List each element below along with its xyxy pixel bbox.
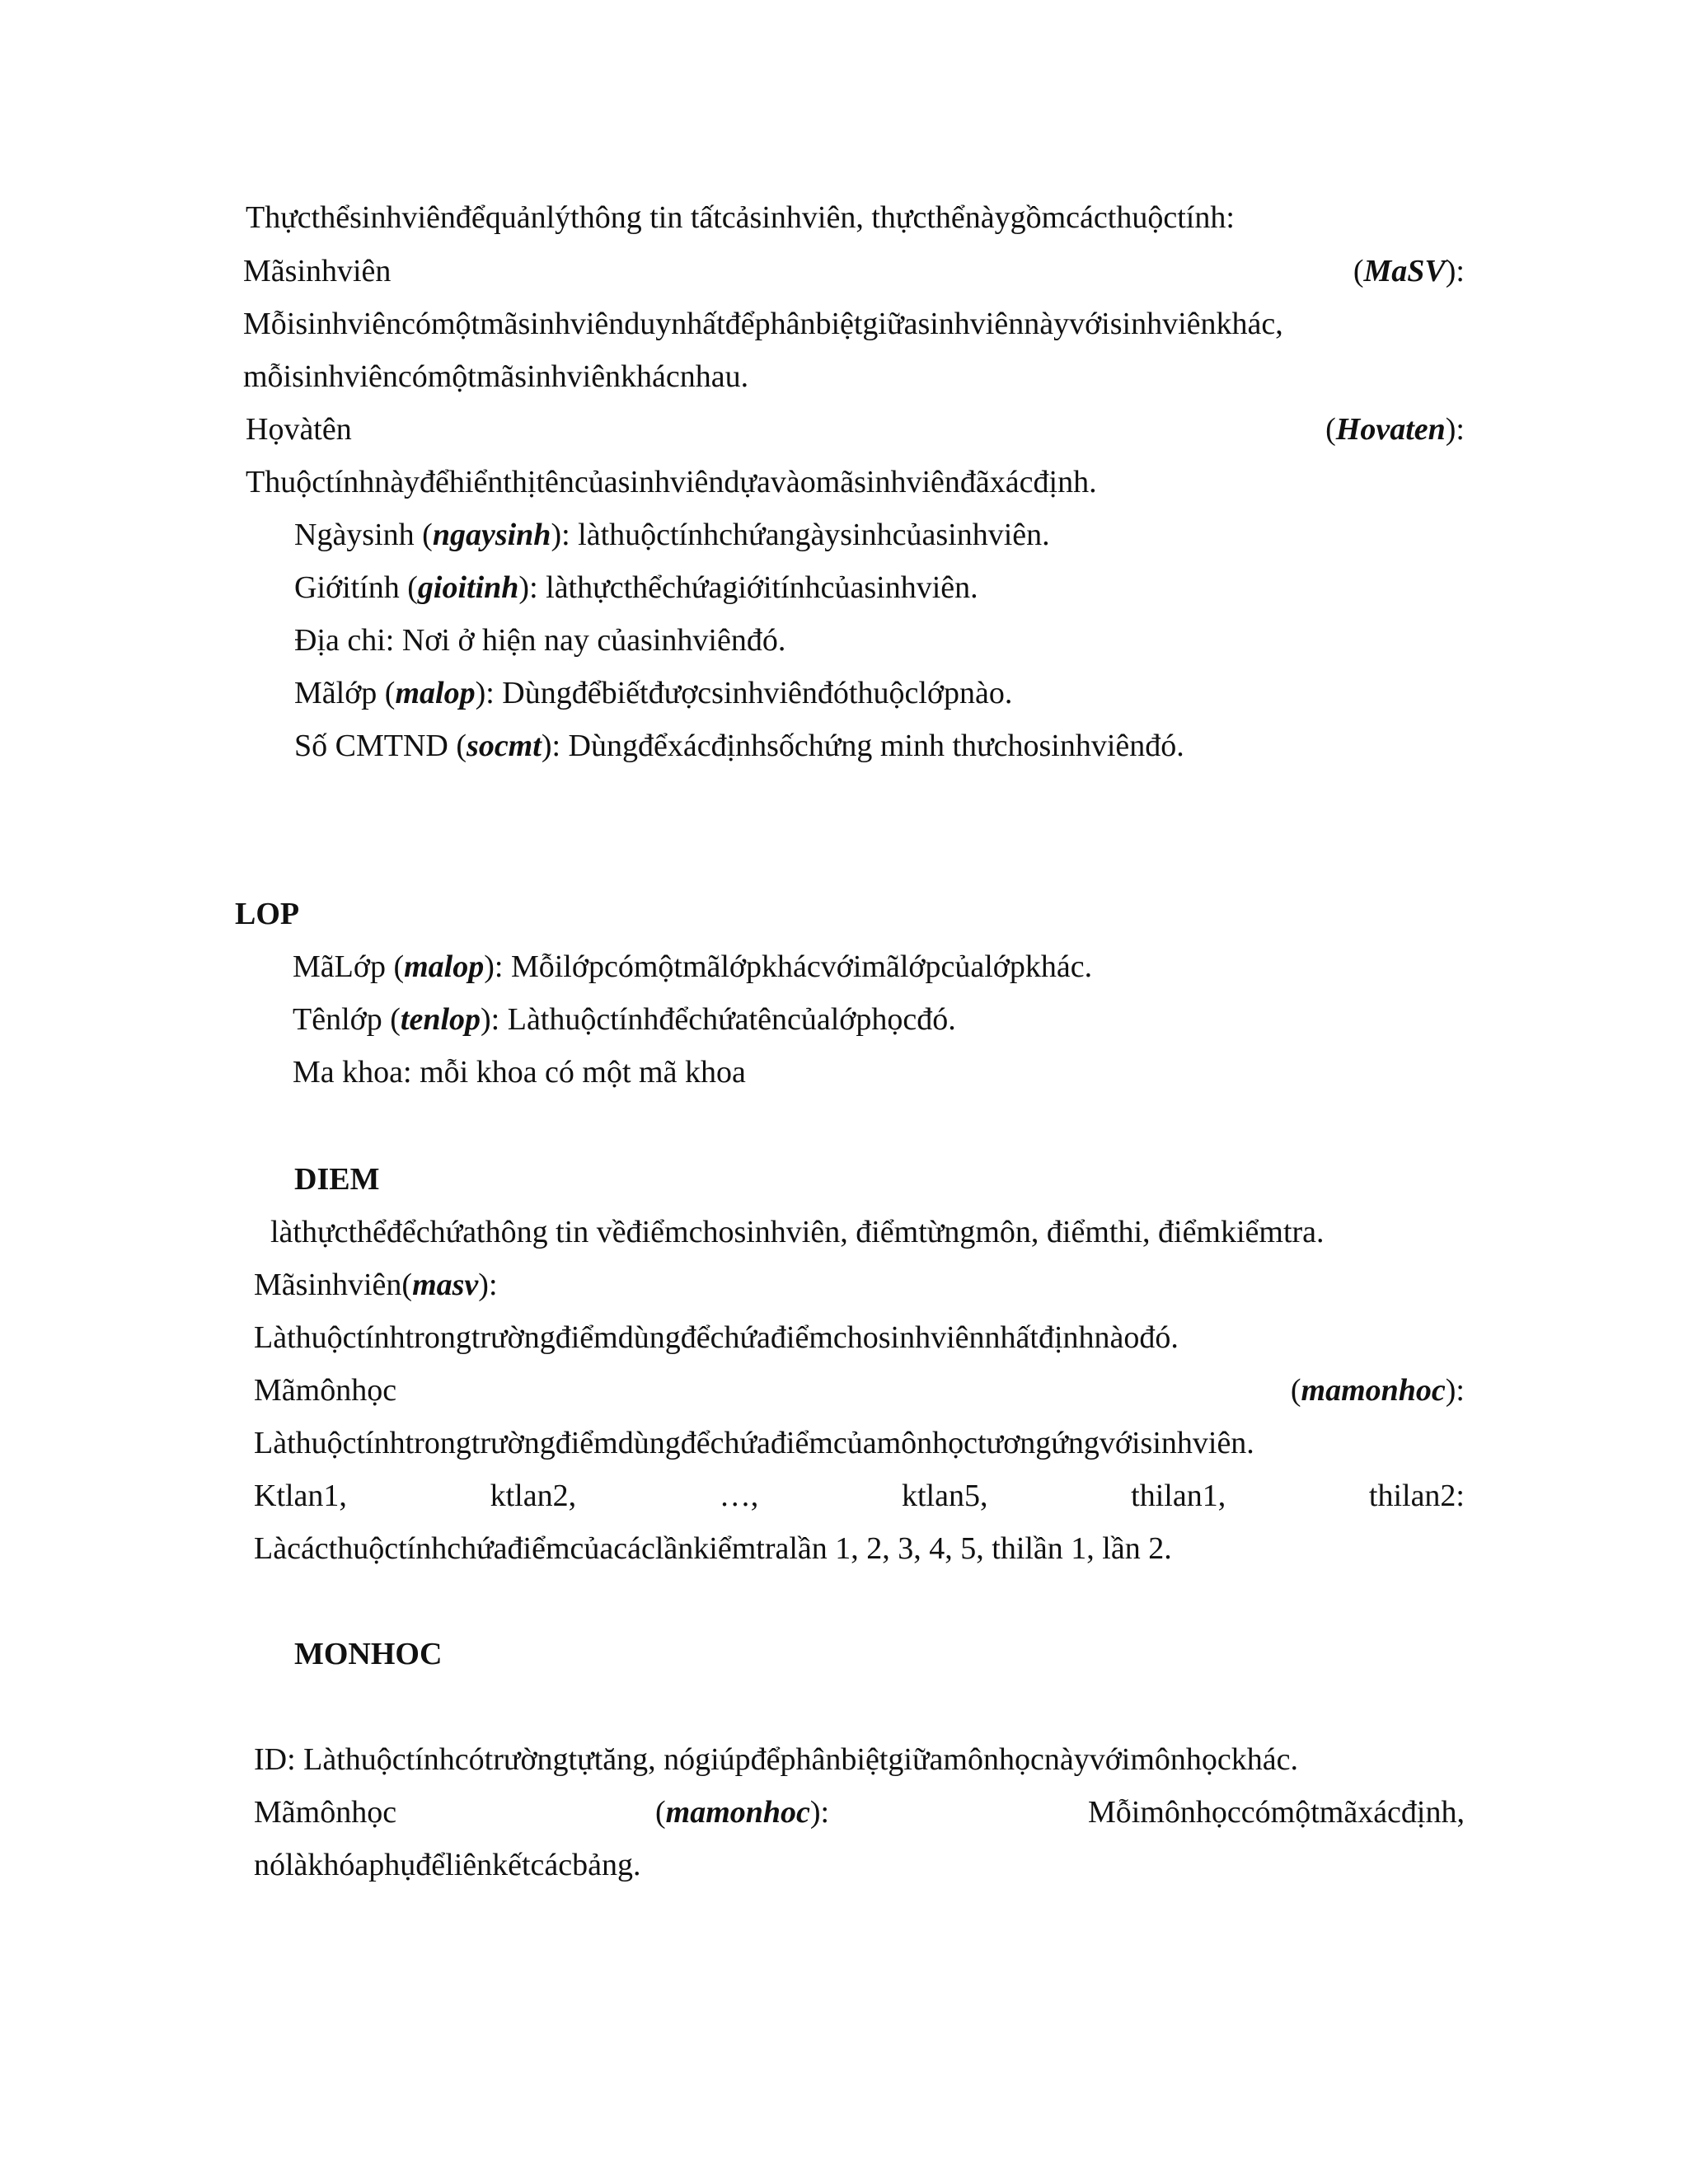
monhoc-heading: MONHOC: [294, 1637, 443, 1671]
gioitinh-term: gioitinh: [417, 570, 519, 605]
gioitinh-desc: ): làthựcthểchứagiớitínhcủasinhviên.: [518, 570, 978, 605]
diem-mamonhoc-term: mamonhoc: [1301, 1373, 1446, 1408]
tenlop-label: Tênlớp (: [293, 1002, 401, 1037]
sinhvien-malop: [294, 677, 1012, 709]
sinhvien-hovaten-row: [246, 414, 1465, 445]
sinhvien-gioitinh: [294, 572, 978, 603]
paren-open: (: [654, 1795, 666, 1830]
monhoc-mamonhoc-term: mamonhoc: [665, 1795, 810, 1830]
paren-open: (: [1325, 412, 1336, 447]
monhoc-mamonhoc-desc-head: Mỗimônhọccómộtmãxácđịnh,: [1088, 1795, 1465, 1830]
ngaysinh-label: Ngàysinh (: [294, 518, 433, 552]
sinhvien-diachi: Địa chi: Nơi ở hiện nay củasinhviênđó.: [294, 623, 786, 658]
sinhvien-hovaten-desc: Thuộctínhnàyđểhiểnthịtêncủasinhviêndựavàomãsinhviênđãxácđịnh.: [246, 465, 1097, 499]
hovaten-label: Họvàtên: [246, 412, 352, 447]
lop-malop-desc: ): Mỗilớpcómộtmãlớpkhácvớimãlớpcủalớpkhác.: [484, 949, 1093, 984]
tenlop-term: tenlop: [400, 1002, 481, 1037]
diem-masv-desc: Làthuộctínhtrongtrườngđiểmdùngđểchứađiểmchosinhviênnhấtđịnhnàođó.: [254, 1320, 1179, 1355]
masv-term-group: [1353, 255, 1465, 287]
malop-desc: ): Dùngđểbiếtđượcsinhviênđóthuộclớpnào.: [475, 676, 1013, 710]
masv-term: MaSV: [1363, 254, 1446, 288]
monhoc-id: ID: Làthuộctínhcótrườngtựtăng, nógiúpđểphânbiệtgiữamônhọcnàyvớimônhọckhác.: [254, 1742, 1299, 1777]
kt-word: …,: [719, 1479, 759, 1513]
sinhvien-masv-desc-2: mỗisinhviêncómộtmãsinhviênkhácnhau.: [243, 359, 749, 394]
diem-mamonhoc-desc: Làthuộctínhtrongtrườngđiểmdùngđểchứađiểmcủamônhọctươngứngvớisinhviên.: [254, 1426, 1254, 1460]
ngaysinh-desc: ): làthuộctínhchứangàysinhcủasinhviên.: [551, 518, 1050, 552]
monhoc-mamonhoc-desc-tail: nólàkhóaphụđểliênkếtcácbảng.: [254, 1848, 641, 1882]
paren-open: (: [1353, 254, 1364, 288]
hovaten-term: Hovaten: [1335, 412, 1446, 447]
sinhvien-socmt: [294, 730, 1184, 762]
sinhvien-ngaysinh: [294, 519, 1050, 551]
paren-close: ):: [1445, 412, 1465, 447]
kt-word: thilan1,: [1131, 1479, 1226, 1513]
monhoc-mamonhoc-term-group: [655, 1797, 829, 1828]
monhoc-mamonhoc-label: Mãmônhọc: [254, 1795, 397, 1830]
diem-heading: DIEM: [294, 1162, 380, 1197]
tenlop-desc: ): Làthuộctínhđểchứatêncủalớphọcđó.: [481, 1002, 956, 1037]
malop-label: Mãlớp (: [294, 676, 396, 710]
sinhvien-masv-desc-1: Mỗisinhviêncómộtmãsinhviênduynhấtđểphânbiệtgiữasinhviênnàyvớisinhviênkhác,: [243, 307, 1283, 341]
socmt-label: Số CMTND (: [294, 729, 467, 763]
diem-mamonhoc-label: Mãmônhọc: [254, 1373, 397, 1408]
sinhvien-intro: Thựcthểsinhviênđểquảnlýthông tin tấtcảsinhviên, thựcthểnàygồmcácthuộctính:: [246, 200, 1235, 235]
sinhvien-masv-row: [243, 255, 1465, 287]
masv-label: Mãsinhviên: [243, 254, 392, 288]
lop-malop: [293, 951, 1092, 982]
lop-tenlop: [293, 1004, 956, 1035]
paren-close: ):: [1445, 254, 1465, 288]
diem-masv-label: Mãsinhviên(: [254, 1268, 413, 1302]
hovaten-term-group: [1325, 414, 1465, 445]
kt-word: ktlan5,: [901, 1479, 988, 1513]
diem-masv-term: masv: [412, 1268, 479, 1302]
gioitinh-label: Giớitính (: [294, 570, 418, 605]
diem-mamonhoc-row: [254, 1375, 1465, 1406]
malop-term: malop: [395, 676, 476, 710]
kt-word: Ktlan1,: [254, 1479, 347, 1513]
socmt-desc: ): Dùngđểxácđịnhsốchứng minh thưchosinhviênđó.: [541, 729, 1184, 763]
diem-masv-close: ):: [478, 1268, 498, 1302]
lop-malop-label: MãLớp (: [293, 949, 405, 984]
paren-open: (: [1290, 1373, 1301, 1408]
kt-word: thilan2:: [1368, 1479, 1465, 1513]
lop-malop-term: malop: [404, 949, 485, 984]
paren-close: ):: [1445, 1373, 1465, 1408]
lop-makhoa: Ma khoa: mỗi khoa có một mã khoa: [293, 1055, 746, 1090]
monhoc-mamonhoc-row: [254, 1797, 1465, 1828]
diem-masv: [254, 1269, 498, 1301]
ngaysinh-term: ngaysinh: [432, 518, 551, 552]
socmt-term: socmt: [467, 729, 542, 763]
kt-word: ktlan2,: [490, 1479, 577, 1513]
diem-mamonhoc-term-group: [1291, 1375, 1465, 1406]
lop-heading: LOP: [235, 897, 300, 931]
paren-close: ):: [809, 1795, 830, 1830]
diem-intro: làthựcthểđểchứathông tin vềđiểmchosinhviên, điểmtừngmôn, điểmthi, điểmkiểmtra.: [270, 1215, 1325, 1249]
diem-kt-desc: Làcácthuộctínhchứađiểmcủacáclầnkiểmtralần 1, 2, 3, 4, 5, thilần 1, lần 2.: [254, 1531, 1172, 1566]
diem-kt-row: [254, 1480, 1465, 1511]
